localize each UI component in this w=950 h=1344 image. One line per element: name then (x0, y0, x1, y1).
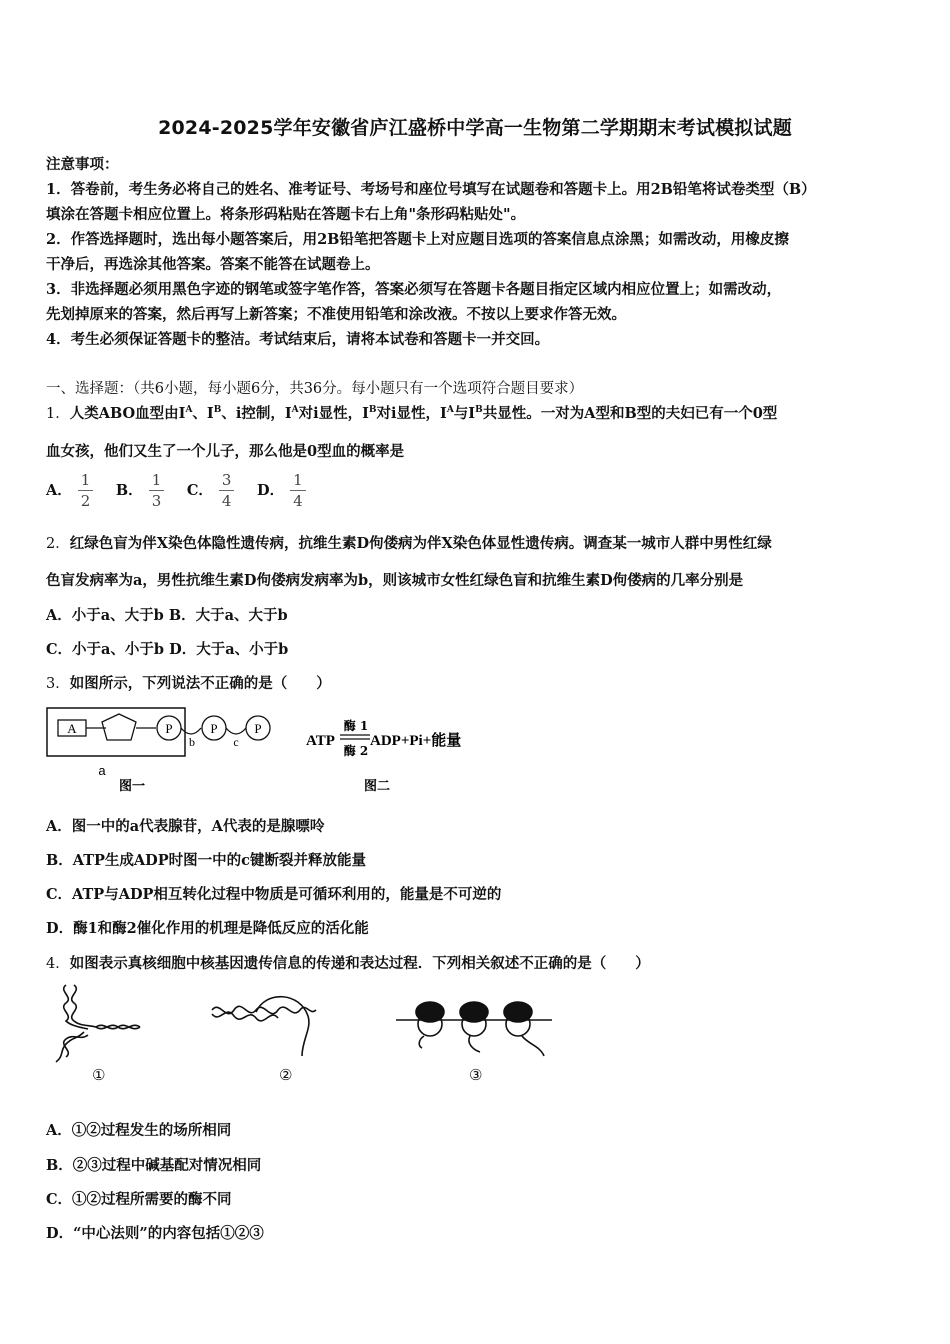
svg-text:ATP: ATP (306, 733, 335, 749)
adenine-label: A (67, 721, 77, 736)
q3-option-c[interactable]: C．ATP与ADP相互转化过程中物质是可循环利用的，能量是不可逆的 (46, 886, 502, 903)
q2-line2: 色盲发病率为a，男性抗维生素D佝偻病发病率为b，则该城市女性红绿色盲和抗维生素D佝偻病的几率分别是 (46, 572, 744, 589)
q1-line1 (46, 402, 777, 423)
atp-structure-diagram (47, 708, 270, 794)
ribose-pentagon (102, 714, 136, 740)
reaction-products: ADP+Pi+能量 (370, 733, 462, 749)
q1-option-c[interactable]: C． $\frac{3}{4}$ (187, 483, 239, 499)
enzyme1-label: 酶 1 (343, 719, 369, 733)
label-3: ③ (469, 1066, 483, 1084)
q1-text: 人类ABO血型由$I^A$、$I^B$、i控制，$I^A$对i显性，$I^B$对i显性，$I^A$与$I^B$共显性。一对为A型和B型的夫妇已有一个0型 (69, 405, 778, 422)
svg-text:P: P (210, 721, 218, 736)
enzyme2-label: 酶 2 (343, 744, 369, 758)
translation-diagram (396, 1002, 552, 1084)
notice-line: 1．答卷前，考生务必将自己的姓名、准考证号、考场号和座位号填写在试题卷和答题卡上。用2B铅笔将试卷类型（B） (46, 181, 816, 198)
svg-text:b: b (189, 735, 195, 749)
fraction: $\frac{1}{2}$ (78, 470, 94, 511)
q1-line2: 血女孩，他们又生了一个儿子，那么他是0型血的概率是 (46, 443, 405, 460)
q3-option-a[interactable]: A．图一中的a代表腺苷，A代表的是腺嘌呤 (46, 818, 325, 835)
q3-option-d[interactable]: D．酶1和酶2催化作用的机理是降低反应的活化能 (46, 920, 369, 937)
q1-option-d[interactable]: D． $\frac{1}{4}$ (257, 483, 310, 499)
atp-reaction-diagram (306, 718, 461, 794)
q3-stem: 3．如图所示，下列说法不正确的是（ ） (46, 675, 331, 692)
q4-stem: 4．如图表示真核细胞中核基因遗传信息的传递和表达过程．下列相关叙述不正确的是（ ） (46, 955, 650, 972)
notice-line: 填涂在答题卡相应位置上。将条形码粘贴在答题卡右上角"条形码粘贴处"。 (46, 206, 526, 223)
q3-option-b[interactable]: B．ATP生成ADP时图一中的c键断裂并释放能量 (46, 852, 366, 869)
svg-text:c: c (233, 735, 239, 749)
q4-option-a[interactable]: A．①②过程发生的场所相同 (46, 1122, 232, 1139)
q1-option-a[interactable]: A． $\frac{1}{2}$ (46, 483, 97, 499)
high-energy-bond-c (226, 728, 246, 734)
fraction: $\frac{3}{4}$ (219, 470, 235, 511)
notice-line: 干净后，再选涂其他答案。答案不能答在试题卷上。 (46, 256, 380, 273)
transcription-diagram (212, 997, 316, 1084)
label-1: ① (92, 1066, 106, 1084)
notice-heading: 注意事项： (46, 156, 119, 173)
q4-option-b[interactable]: B．②③过程中碱基配对情况相同 (46, 1157, 262, 1174)
figure2-caption: 图二 (363, 779, 391, 794)
q4-figure (44, 980, 584, 1090)
svg-text:P: P (165, 721, 173, 736)
notice-line: 4．考生必须保证答题卡的整洁。考试结束后，请将本试卷和答题卡一并交回。 (46, 331, 550, 348)
section-heading: 一、选择题：（共6小题，每小题6分，共36分。每小题只有一个选项符合题目要求） (46, 381, 584, 397)
svg-text:P: P (254, 721, 262, 736)
q2-line1: 2．红绿色盲为伴X染色体隐性遗传病，抗维生素D佝偻病为伴X染色体显性遗传病。调查某一城市人群中男性红绿 (46, 535, 772, 552)
q1-option-b[interactable]: B． $\frac{1}{3}$ (116, 483, 168, 499)
q1-number: 1． (46, 406, 70, 422)
q4-option-c[interactable]: C．①②过程所需要的酶不同 (46, 1191, 232, 1208)
notice-line: 2．作答选择题时，选出每小题答案后，用2B铅笔把答题卡上对应题目选项的答案信息点涂黑；如需改动，用橡皮擦 (46, 231, 789, 248)
high-energy-bond-b (181, 728, 201, 734)
fraction: $\frac{1}{3}$ (149, 470, 165, 511)
label-2: ② (279, 1066, 293, 1084)
replication-diagram (56, 985, 140, 1084)
notice-line: 3．非选择题必须用黑色字迹的钢笔或签字笔作答，答案必须写在答题卡各题目指定区域内相应位置上；如需改动， (46, 281, 782, 298)
fraction: $\frac{1}{4}$ (290, 470, 306, 511)
q4-option-d[interactable]: D．“中心法则”的内容包括①②③ (46, 1225, 264, 1242)
q1-options (46, 470, 310, 511)
notice-line: 先划掉原来的答案，然后再写上新答案；不准使用铅笔和涂改液。不按以上要求作答无效。 (46, 306, 626, 323)
q2-options-row1[interactable]: A．小于a、大于b B．大于a、大于b (46, 607, 288, 624)
q3-figure (44, 700, 484, 800)
q2-options-row2[interactable]: C．小于a、小于b D．大于a、小于b (46, 641, 289, 658)
label-a: a (98, 763, 106, 778)
figure1-caption: 图一 (118, 779, 146, 794)
page-title: 2024-2025学年安徽省庐江盛桥中学高一生物第二学期期末考试模拟试题 (158, 117, 792, 139)
